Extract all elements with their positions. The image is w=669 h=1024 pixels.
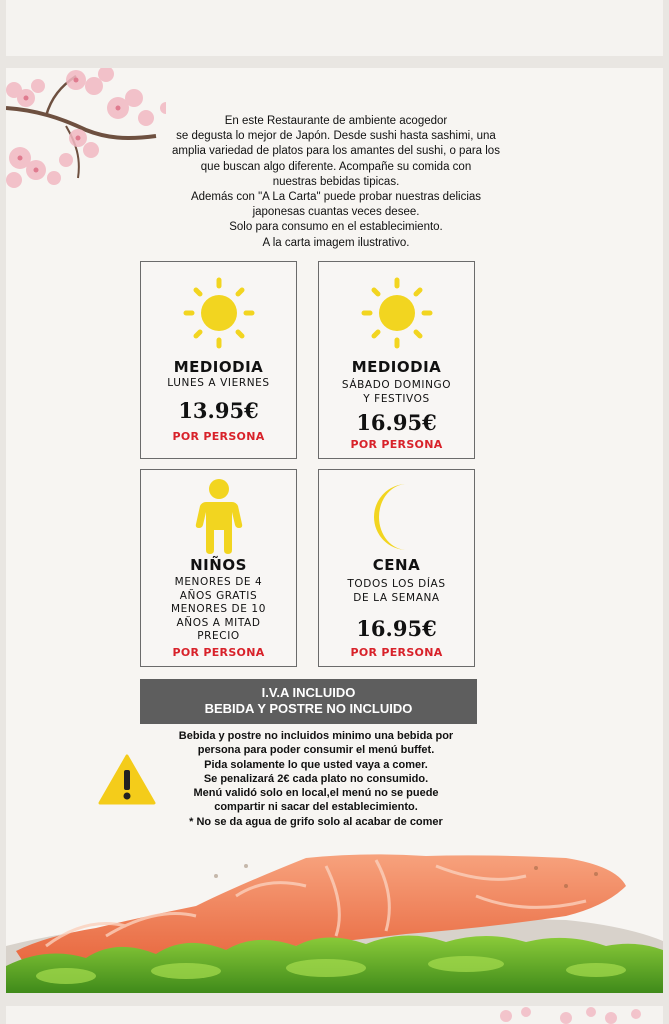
menu-panel [6, 68, 663, 993]
box-subtitle-line: PRECIO [197, 630, 240, 642]
box-subtitle-line: AÑOS A MITAD [176, 616, 261, 629]
intro-line: nuestras bebidas tipicas. [272, 175, 400, 188]
box-subtitle-line: SÁBADO DOMINGO [341, 379, 452, 391]
box-per-person: POR PERSONA [350, 438, 443, 451]
conditions-line: compartir ni sacar del establecimiento. [214, 801, 418, 814]
moon-icon [367, 482, 427, 552]
box-per-person: POR PERSONA [172, 646, 265, 659]
conditions-line: Se penalizará 2€ cada plato no consumido. [203, 772, 429, 785]
conditions-line: Menú validó solo en local,el menú no se puede [193, 787, 439, 800]
box-price: 16.95€ [356, 616, 437, 641]
iva-line: I.V.A INCLUIDO [261, 685, 356, 700]
box-price: 16.95€ [356, 410, 437, 435]
intro-line: que buscan algo diferente. Acompañe su comida con [200, 160, 472, 173]
box-title: MEDIODIA [351, 358, 442, 376]
intro-line: En este Restaurante de ambiente acogedor [224, 115, 448, 127]
iva-line: BEBIDA Y POSTRE NO INCLUIDO [204, 701, 413, 716]
price-box-ninos [140, 469, 297, 667]
box-subtitle [147, 576, 290, 644]
sun-icon [180, 274, 258, 352]
intro-line: A la carta imagem ilustrativo. [262, 236, 410, 249]
cherry-blossom-strip [6, 1006, 663, 1024]
box-title: NIÑOS [190, 556, 247, 574]
conditions-line: * No se da agua de grifo solo al acabar de comer [189, 815, 443, 828]
salmon-dish-image [6, 846, 663, 993]
box-subtitle-line: DE LA SEMANA [353, 591, 440, 604]
price-box-cena [318, 469, 475, 667]
box-title: MEDIODIA [173, 358, 264, 376]
box-subtitle [325, 379, 468, 406]
intro-line: japonesas cuantas veces desee. [252, 206, 420, 219]
box-subtitle-line: LUNES A VIERNES [167, 377, 270, 389]
box-price: 13.95€ [178, 398, 259, 423]
box-per-person: POR PERSONA [350, 646, 443, 659]
conditions-line: Pida solamente lo que usted vaya a comer. [204, 758, 428, 771]
conditions-line: Bebida y postre no incluidos minimo una bebida por [178, 730, 454, 742]
intro-line: amplia variedad de platos para los amantes del sushi, o para los [172, 145, 500, 158]
box-subtitle-line: AÑOS GRATIS [179, 589, 258, 602]
box-subtitle-line: Y FESTIVOS [363, 392, 430, 405]
box-subtitle [147, 377, 290, 391]
box-subtitle-line: TODOS LOS DÍAS [347, 578, 446, 590]
box-subtitle [325, 578, 468, 605]
box-subtitle-line: MENORES DE 4 [174, 576, 263, 588]
intro-line: se degusta lo mejor de Japón. Desde sushi hasta sashimi, una [176, 130, 496, 143]
sun-icon [358, 274, 436, 352]
iva-banner [140, 679, 477, 724]
intro-line: Solo para consumo en el establecimiento. [229, 221, 443, 234]
top-paper-strip [6, 0, 663, 56]
box-title: CENA [372, 556, 421, 574]
box-subtitle-line: MENORES DE 10 [171, 603, 266, 615]
child-icon [194, 478, 244, 554]
price-box-mediodia-weekdays [140, 261, 297, 459]
conditions-text [146, 729, 486, 829]
intro-text [116, 114, 556, 251]
box-per-person: POR PERSONA [172, 430, 265, 443]
price-box-mediodia-weekend [318, 261, 475, 459]
conditions-line: persona para poder consumir el menú buffet. [197, 744, 435, 757]
intro-line: Además con "A La Carta" puede probar nuestras delicias [190, 191, 482, 204]
bottom-paper-strip [6, 1006, 663, 1024]
